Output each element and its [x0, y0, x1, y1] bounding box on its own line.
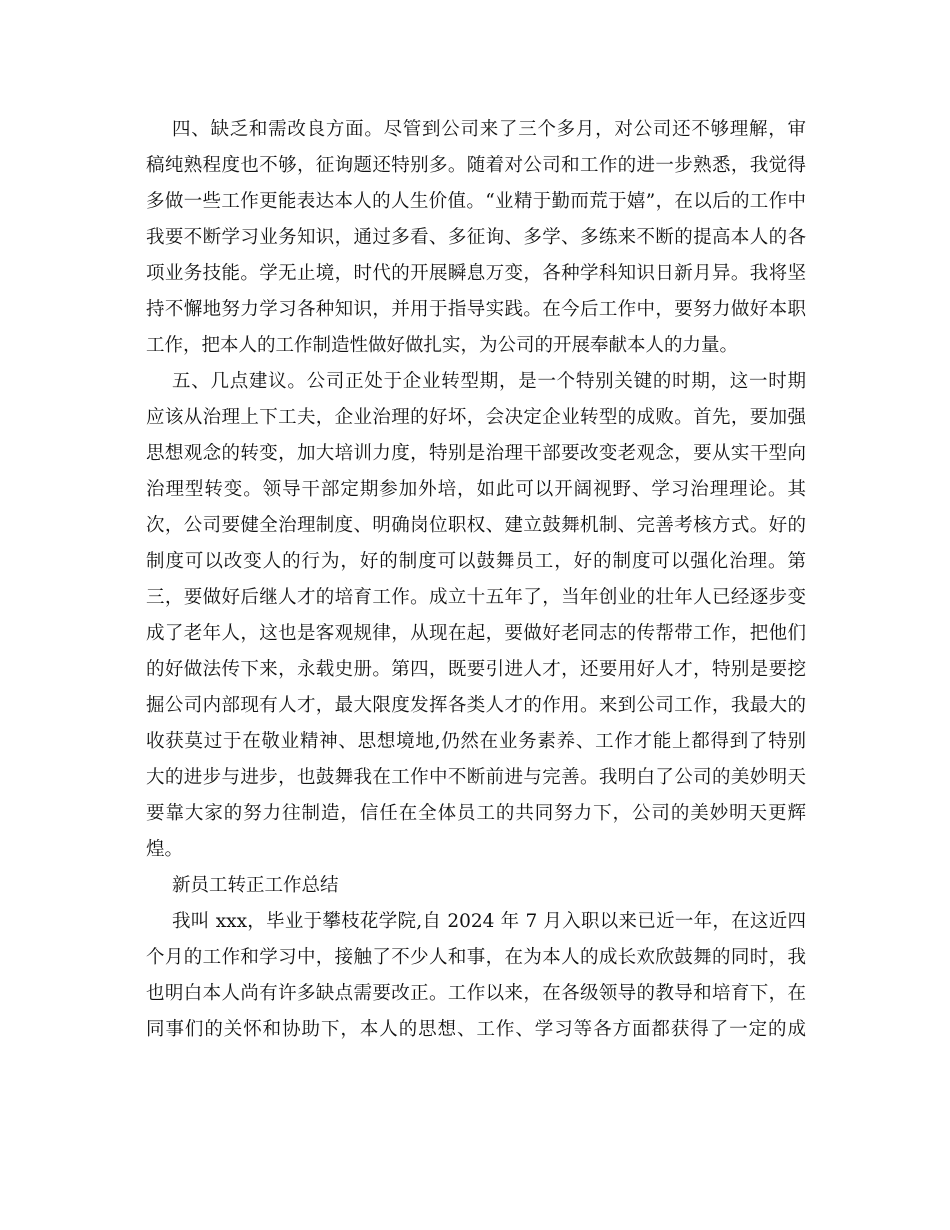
section-heading: 新员工转正工作总结 [172, 875, 339, 896]
text-line: 项业务技能。学无止境，时代的开展瞬息万变，各种学科知识日新月异。我将坚 [146, 263, 806, 284]
text-line: 我要不断学习业务知识，通过多看、多征询、多学、多练来不断的提高本人的各 [146, 227, 806, 248]
text-line: 个月的工作和学习中，接触了不少人和事，在为本人的成长欢欣鼓舞的同时，我 [146, 947, 806, 968]
text-line: 煌。 [146, 839, 184, 860]
text-line: 制度可以改变人的行为，好的制度可以鼓舞员工，好的制度可以强化治理。第 [146, 551, 806, 572]
text-line: 治理型转变。领导干部定期参加外培，如此可以开阔视野、学习治理理论。其 [146, 479, 806, 500]
document-page [146, 112, 806, 1048]
text-line: 我叫 xxx，毕业于攀枝花学院,自 2024 年 7 月入职以来已近一年，在这近四 [172, 911, 806, 932]
text-line: 五、几点建议。公司正处于企业转型期，是一个特别关键的时期，这一时期 [172, 371, 806, 392]
text-line: 大的进步与进步，也鼓舞我在工作中不断前进与完善。我明白了公司的美妙明天 [146, 767, 806, 788]
text-line: 要靠大家的努力往制造，信任在全体员工的共同努力下，公司的美妙明天更辉 [146, 803, 806, 824]
text-line: 成了老年人，这也是客观规律，从现在起，要做好老同志的传帮带工作，把他们 [146, 623, 806, 644]
text-line: 三，要做好后继人才的培育工作。成立十五年了，当年创业的壮年人已经逐步变 [146, 587, 806, 608]
text-line: 思想观念的转变，加大培训力度，特别是治理干部要改变老观念，要从实干型向 [146, 443, 806, 464]
text-line: 工作，把本人的工作制造性做好做扎实，为公司的开展奉献本人的力量。 [146, 335, 739, 356]
text-line: 四、缺乏和需改良方面。尽管到公司来了三个多月，对公司还不够理解，审 [172, 119, 806, 140]
text-line: 持不懈地努力学习各种知识，并用于指导实践。在今后工作中，要努力做好本职 [146, 299, 806, 320]
text-line: 同事们的关怀和协助下，本人的思想、工作、学习等各方面都获得了一定的成 [146, 1019, 806, 1040]
text-line: 应该从治理上下工夫，企业治理的好坏，会决定企业转型的成败。首先，要加强 [146, 407, 806, 428]
text-line: 收获莫过于在敬业精神、思想境地,仍然在业务素养、工作才能上都得到了特别 [146, 731, 806, 752]
text-line: 次，公司要健全治理制度、明确岗位职权、建立鼓舞机制、完善考核方式。好的 [146, 515, 806, 536]
text-line: 稿纯熟程度也不够，征询题还特别多。随着对公司和工作的进一步熟悉，我觉得 [146, 155, 806, 176]
text-line: 掘公司内部现有人才，最大限度发挥各类人才的作用。来到公司工作，我最大的 [146, 695, 806, 716]
text-line: 多做一些工作更能表达本人的人生价值。“业精于勤而荒于嬉”，在以后的工作中 [146, 191, 806, 212]
text-line: 的好做法传下来，永载史册。第四，既要引进人才，还要用好人才，特别是要挖 [146, 659, 806, 680]
text-line: 也明白本人尚有许多缺点需要改正。工作以来，在各级领导的教导和培育下，在 [146, 983, 806, 1004]
